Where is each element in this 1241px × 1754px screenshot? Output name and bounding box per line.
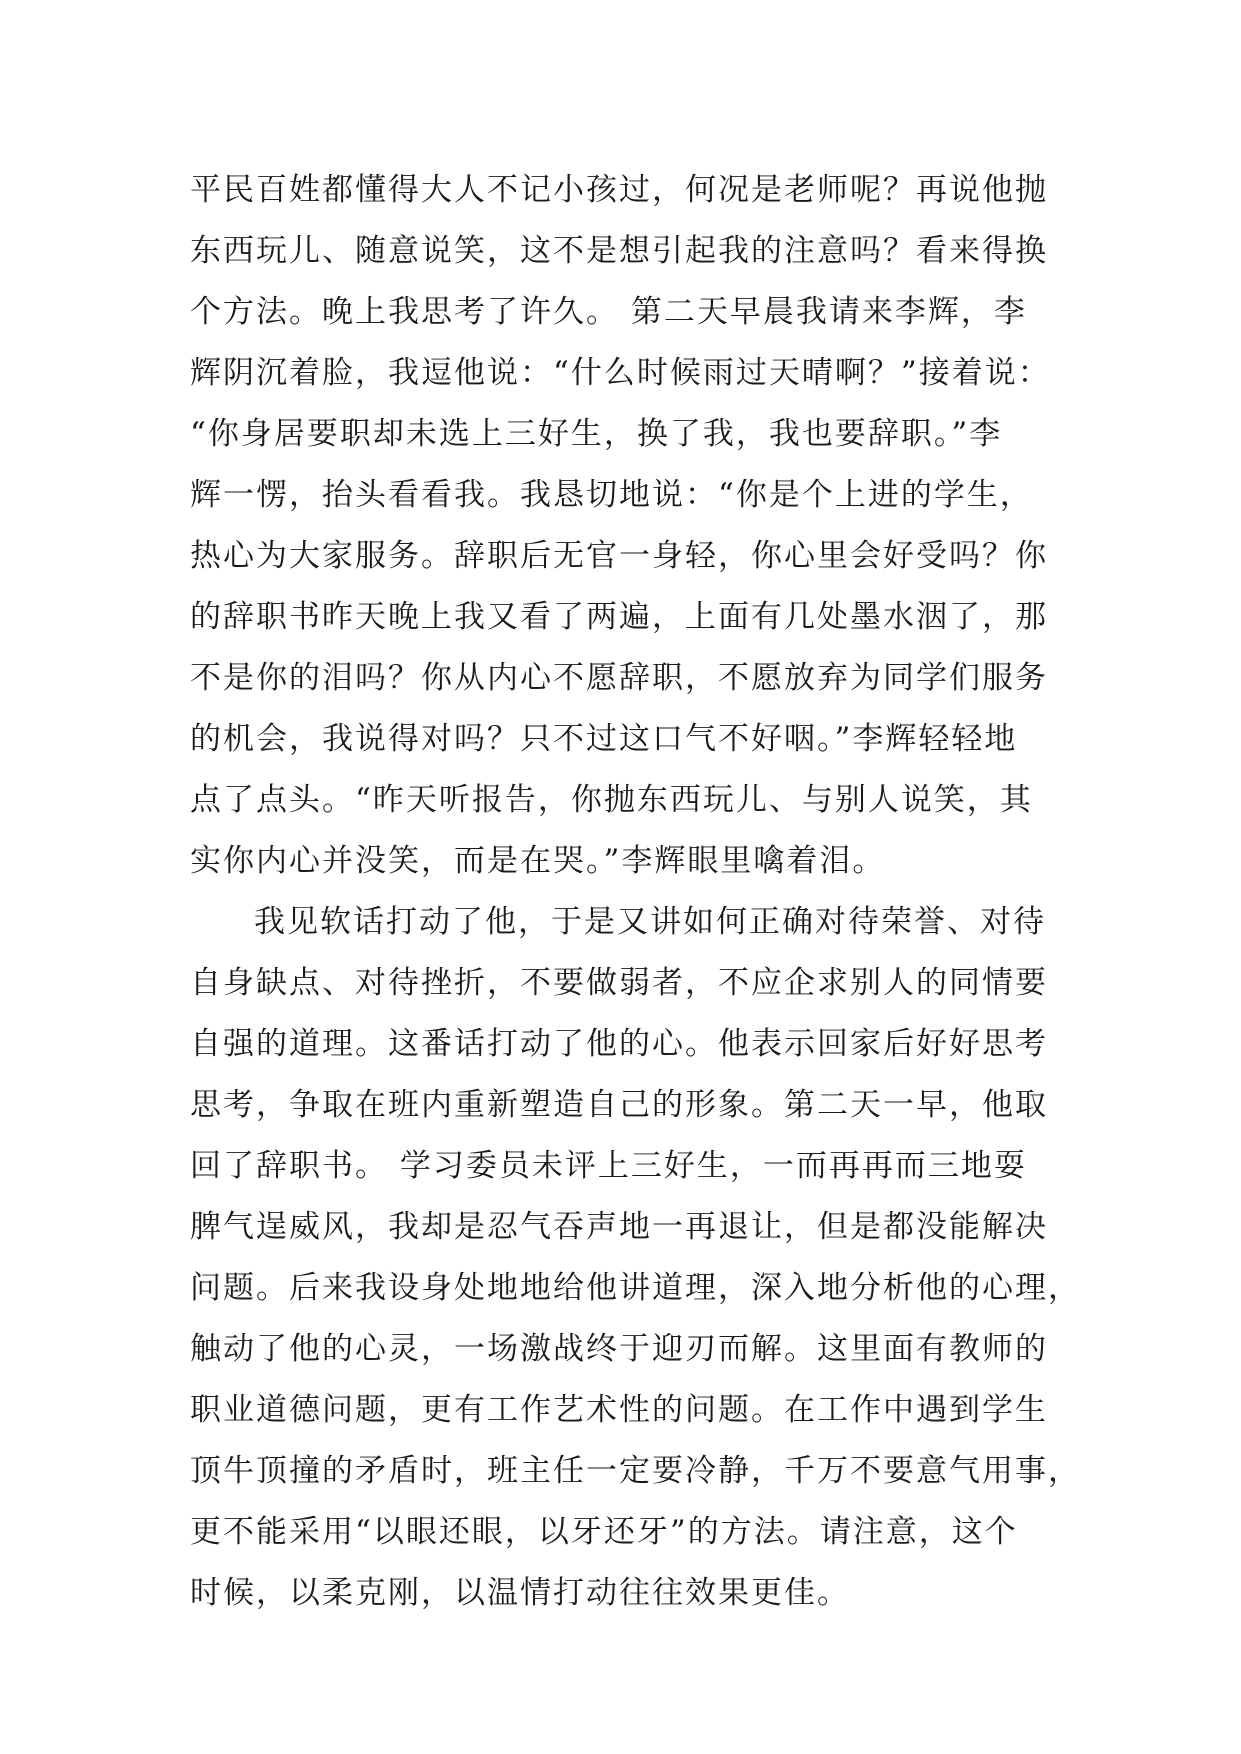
text-line: 职业道德问题，更有工作艺术性的问题。在工作中遇到学生 xyxy=(190,1392,1048,1428)
text-line: 时候，以柔克刚，以温情打动往往效果更佳。 xyxy=(190,1575,850,1611)
text-line: 自身缺点、对待挫折，不要做弱者，不应企求别人的同情要 xyxy=(190,965,1048,1001)
text-line: 回了辞职书。 学习委员未评上三好生，一而再再而三地耍 xyxy=(190,1148,1027,1184)
text-line: 热心为大家服务。辞职后无官一身轻，你心里会好受吗？你 xyxy=(190,538,1048,574)
text-line: 东西玩儿、随意说笑，这不是想引起我的注意吗？看来得换 xyxy=(190,233,1048,269)
text-line: 平民百姓都懂得大人不记小孩过，何况是老师呢？再说他抛 xyxy=(190,172,1048,208)
text-line: 个方法。晚上我思考了许久。 第二天早晨我请来李辉，李 xyxy=(190,294,1027,330)
text-line: 自强的道理。这番话打动了他的心。他表示回家后好好思考 xyxy=(190,1026,1048,1062)
text-line: 顶牛顶撞的矛盾时，班主任一定要冷静，千万不要意气用事， xyxy=(190,1453,1081,1489)
text-line: 点了点头。“昨天听报告，你抛东西玩儿、与别人说笑，其 xyxy=(190,782,1033,818)
text-line: 实你内心并没笑，而是在哭。”李辉眼里噙着泪。 xyxy=(190,843,886,879)
text-line: 触动了他的心灵，一场激战终于迎刃而解。这里面有教师的 xyxy=(190,1331,1048,1367)
text-line: 的辞职书昨天晚上我又看了两遍，上面有几处墨水洇了，那 xyxy=(190,599,1048,635)
text-line: 的机会，我说得对吗？只不过这口气不好咽。”李辉轻轻地 xyxy=(190,721,1018,757)
text-line: 辉阴沉着脸，我逗他说：“什么时候雨过天晴啊？”接着说： xyxy=(190,355,1051,391)
text-line: 思考，争取在班内重新塑造自己的形象。第二天一早，他取 xyxy=(190,1087,1048,1123)
text-line: 脾气逞威风，我却是忍气吞声地一再退让，但是都没能解决 xyxy=(190,1209,1048,1245)
text-line: “你身居要职却未选上三好生，换了我，我也要辞职。”李 xyxy=(190,416,1003,452)
text-line: 更不能采用“以眼还眼，以牙还牙”的方法。请注意，这个 xyxy=(190,1514,1018,1550)
text-line: 辉一愣，抬头看看我。我恳切地说：“你是个上进的学生， xyxy=(190,477,1033,513)
text-line: 不是你的泪吗？你从内心不愿辞职，不愿放弃为同学们服务 xyxy=(190,660,1048,696)
body-text xyxy=(190,160,1090,1624)
paragraph-first-line: 我见软话打动了他，于是又讲如何正确对待荣誉、对待 xyxy=(254,904,1046,940)
text-line: 问题。后来我设身处地地给他讲道理，深入地分析他的心理， xyxy=(190,1270,1081,1306)
